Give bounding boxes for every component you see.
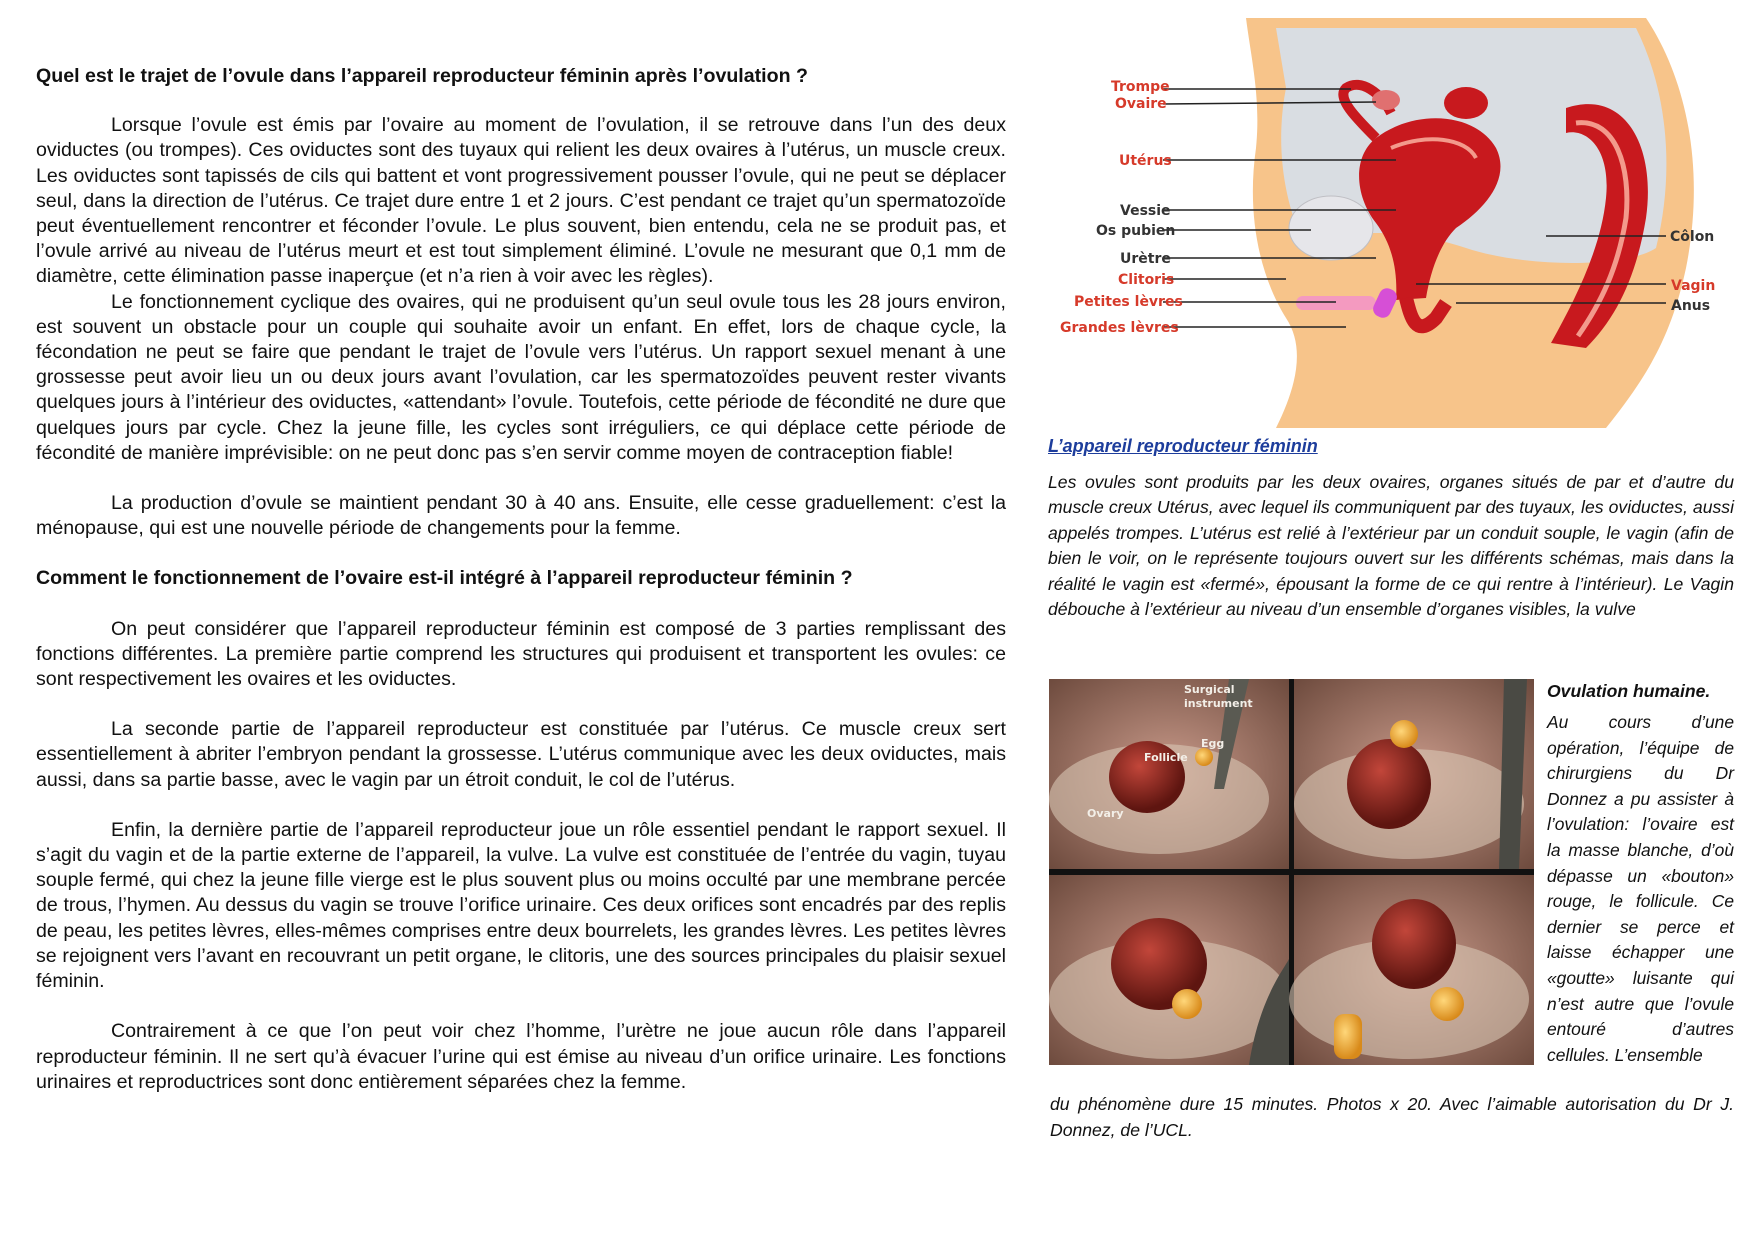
photo-label-ovary: Ovary [1087, 807, 1124, 820]
figure-description: Les ovules sont produits par les deux ovaires, organes situés de par et d’autre du muscle creux Utérus, avec lequel ils communiquent par des tuyaux, les oviductes, aussi appelés trompes. L’utérus est relié à l’extérieur par un conduit souple, le vagin (afin de bien le voir, on le représente toujours ouvert sur les différents schémas, mais dans la réalité le vagin est «fermé», épousant la forme de ce qui rentre à l’intérieur). Le Vagin débouche à l’extérieur au niveau d’un ensemble d’organes visibles, la vulve [1048, 472, 1734, 620]
heading-ovule-path: Quel est le trajet de l’ovule dans l’appareil reproducteur féminin après l’ovulation ? [36, 65, 808, 87]
anatomy-diagram-svg [1046, 18, 1734, 428]
heading-ovary-integration: Comment le fonctionnement de l’ovaire est-il intégré à l’appareil reproducteur féminin ? [36, 567, 853, 590]
label-trompe: Trompe [1111, 79, 1170, 95]
paragraph-uterus: La seconde partie de l’appareil reproducteur est constituée par l’utérus. Ce muscle creux sert essentiellement à abriter l’embryon pendant la grossesse. L’utérus communique avec les deux oviductes, mais aussi, dans sa partie basse, avec le vagin par un étroit conduit, le col de l’utérus. [36, 718, 1006, 791]
label-vessie: Vessie [1120, 203, 1171, 219]
ovulation-text: Au cours d’une opération, l’équipe de chirurgiens du Dr Donnez a pu assister à l’ovulation: l’ovaire est la masse blanche, d’où dépasse un «bouton» rouge, le follicule. Ce dernier se perce et laisse échapper une «goutte» luisante qui n’est autre que l’ovule entouré d’autres cellules. L’ensemble [1547, 712, 1734, 1065]
ovulation-photos [1049, 679, 1534, 1065]
label-uretre: Urètre [1120, 251, 1171, 267]
main-text-column [36, 64, 1006, 1095]
label-grandes-levres: Grandes lèvres [1060, 320, 1179, 336]
bladder-shape [1289, 196, 1373, 260]
anatomy-diagram [1046, 18, 1734, 428]
label-ovaire: Ovaire [1115, 96, 1167, 112]
label-clitoris: Clitoris [1118, 272, 1175, 288]
paragraph-three-parts: On peut considérer que l’appareil reproducteur féminin est composé de 3 parties remplissant des fonctions différentes. La première partie comprend les structures qui produisent et transportent les ovules: ce sont respectivement les ovaires et les oviductes. [36, 617, 1006, 691]
follicle-2 [1347, 739, 1431, 829]
figure-title-link[interactable]: L’appareil reproducteur féminin [1048, 436, 1318, 456]
paragraph-cycle: Le fonctionnement cyclique des ovaires, qui ne produisent qu’un seul ovule tous les 28 jours environ, est souvent un obstacle pour un couple qui souhaite avoir un enfant. En effet, lors de chaque cycle, la fécondation ne peut se faire que pendant le trajet de l’ovule vers l’utérus. Un rapport sexuel menant à une grossesse peut avoir lieu un ou deux jours avant l’ovulation, car les spermatozoïdes peuvent rester vivants quelques jours à l’intérieur des oviductes, «attendant» l’ovule. Toutefois, cette période de fécondité ne dure que quelques jours par cycle. Chez la jeune fille, les cycles sont irréguliers, ce qui déplace cette période de fécondité de manière imprévisible: on ne peut donc pas s’en servir comme moyen de contraception fiable! [36, 290, 1006, 464]
ovulation-text-continued: du phénomène dure 15 minutes. Photos x 20. Avec l’aimable autorisation du Dr J. Donnez, de l’UCL. [1050, 1094, 1734, 1140]
follicle-4 [1372, 899, 1456, 989]
label-petites-levres: Petites lèvres [1074, 294, 1183, 310]
label-vagin: Vagin [1671, 278, 1716, 294]
paragraph-menopause: La production d’ovule se maintient pendant 30 à 40 ans. Ensuite, elle cesse graduellement: c’est la ménopause, qui est une nouvelle période de changements pour la femme. [36, 492, 1006, 540]
label-colon: Côlon [1670, 229, 1715, 245]
paragraph-urethra: Contrairement à ce que l’on peut voir chez l’homme, l’urètre ne joue aucun rôle dans l’appareil reproducteur féminin. Il ne sert qu’à évacuer l’urine qui est émise au niveau d’un orifice urinaire. Les fonctions urinaires et reproductrices sont donc entièrement séparées chez la femme. [36, 1020, 1006, 1093]
photo-label-instrument: instrument [1184, 697, 1253, 710]
photo-label-surgical: Surgical [1184, 683, 1235, 696]
label-anus: Anus [1671, 298, 1711, 314]
ovulation-photos-svg [1049, 679, 1534, 1065]
paragraph-ovule-path: Lorsque l’ovule est émis par l’ovaire au moment de l’ovulation, il se retrouve dans l’un des deux oviductes (ou trompes). Ces oviductes sont des tuyaux qui relient les deux ovaires à l’utérus, un muscle creux. Les oviductes sont tapissés de cils qui battent et vont progressivement pousser l’ovule, qui ne peut se déplacer seul, dans la direction de l’utérus. Ce trajet dure entre 1 et 2 jours. C’est pendant ce trajet qu’un spermatozoïde peut éventuellement rencontrer et féconder l’ovule. Le plus souvent, bien entendu, cela ne se produit pas, et l’ovule arrivé au niveau de l’utérus meurt et est tout simplement éliminé. L’ovule ne mesurant que 0,1 mm de diamètre, cette élimination passe inaperçue (et n’a rien à voir avec les règles). [36, 114, 1006, 288]
ovary-shape [1372, 90, 1400, 110]
photo-label-egg: Egg [1201, 737, 1225, 750]
label-os-pubien: Os pubien [1096, 223, 1176, 239]
photo-label-follicle: Follicle [1144, 751, 1188, 764]
ovulation-title: Ovulation humaine. [1547, 681, 1711, 701]
label-uterus: Utérus [1119, 153, 1172, 169]
paragraph-vulva: Enfin, la dernière partie de l’appareil reproducteur joue un rôle essentiel pendant le rapport sexuel. Il s’agit du vagin et de la partie externe de l’appareil, la vulve. La vulve est constituée de l’entrée du vagin, tuyau souple fermé, qui chez la jeune fille vierge est le plus souvent plus ou moins occulté par une membrane percée de trous, l’hymen. Au dessus du vagin se trouve l’orifice urinaire. Ces deux orifices sont encadrés par des replis de peau, les petites lèvres, elles-mêmes comprises entre deux bourrelets, les grandes lèvres. Les petites lèvres se rejoignent vers l’avant en recouvrant un petit organe, le clitoris, une des sources principales du plaisir sexuel féminin. [36, 818, 1006, 993]
